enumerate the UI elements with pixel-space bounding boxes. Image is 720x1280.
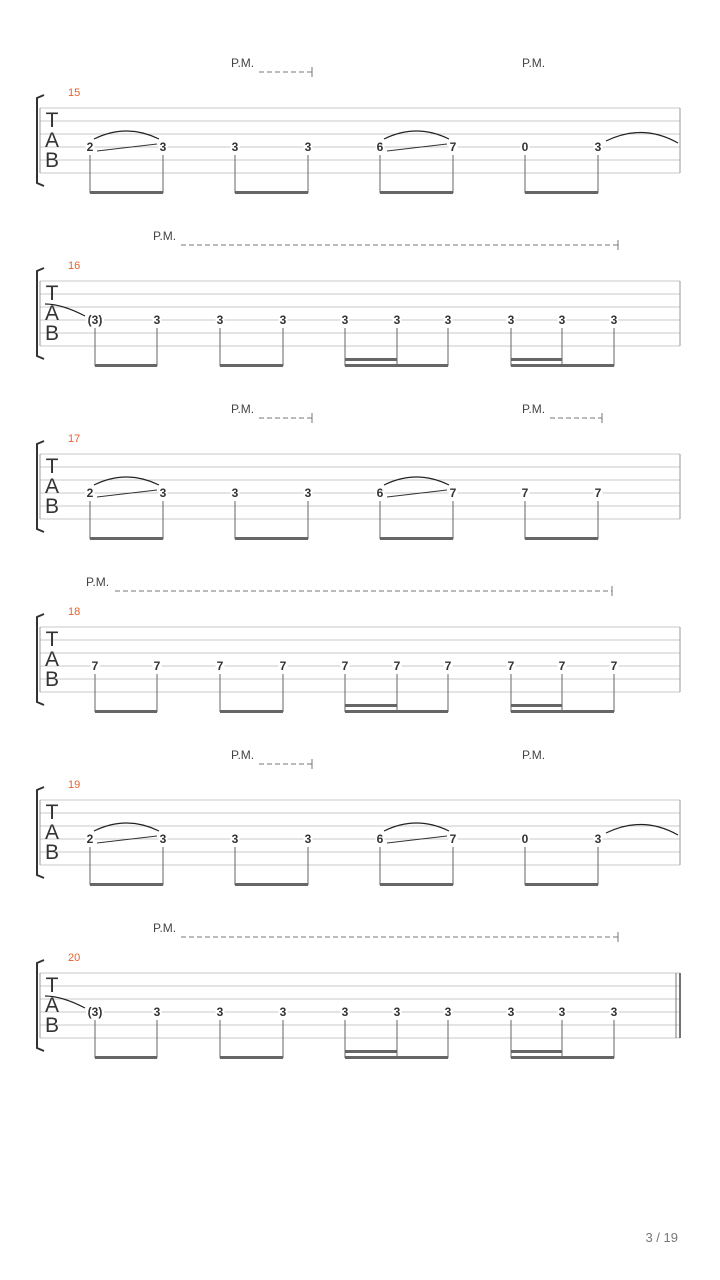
- measure-number: 18: [68, 606, 81, 618]
- system-19: [37, 748, 680, 886]
- fret-number: 3: [393, 313, 401, 327]
- fret-number: 3: [304, 832, 312, 846]
- beam: [380, 883, 453, 886]
- tab-letter-a: A: [44, 129, 60, 152]
- slur: [94, 823, 159, 831]
- beam: [380, 537, 453, 540]
- measure-number: 19: [68, 779, 81, 791]
- palm-mute-label: P.M.: [522, 402, 546, 416]
- palm-mute-label: P.M.: [153, 921, 177, 935]
- beam: [525, 537, 598, 540]
- fret-number: 3: [558, 313, 566, 327]
- fret-number: 3: [341, 1005, 349, 1019]
- slur: [94, 131, 159, 139]
- slur: [384, 823, 449, 831]
- beam: [95, 710, 157, 713]
- sixteenth-beam: [511, 704, 562, 707]
- fret-number: 7: [449, 140, 457, 154]
- fret-number: 3: [558, 1005, 566, 1019]
- fret-number: 3: [279, 313, 287, 327]
- fret-number: 3: [610, 313, 618, 327]
- fret-number: 7: [216, 659, 224, 673]
- slur: [384, 131, 449, 139]
- sixteenth-beam: [511, 1050, 562, 1053]
- fret-number: (3): [87, 313, 103, 327]
- fret-number: 3: [231, 486, 239, 500]
- system-15: [37, 56, 680, 194]
- system-16: [37, 229, 680, 367]
- fret-number: 3: [594, 140, 602, 154]
- measure-number: 17: [68, 433, 81, 445]
- tab-letter-b: B: [44, 495, 60, 518]
- fret-number: 6: [376, 486, 384, 500]
- fret-number: 3: [279, 1005, 287, 1019]
- beam: [95, 1056, 157, 1059]
- fret-number: 3: [159, 832, 167, 846]
- beam: [525, 191, 598, 194]
- fret-number: 2: [86, 486, 94, 500]
- beam: [380, 191, 453, 194]
- fret-number: 7: [393, 659, 401, 673]
- tab-letter-b: B: [44, 1014, 60, 1037]
- tab-letter-b: B: [44, 149, 60, 172]
- sixteenth-beam: [345, 358, 397, 361]
- fret-number: 3: [216, 313, 224, 327]
- beam: [235, 537, 308, 540]
- fret-number: 6: [376, 832, 384, 846]
- fret-number: 7: [449, 486, 457, 500]
- fret-number: 3: [216, 1005, 224, 1019]
- tab-letter-a: A: [44, 302, 60, 325]
- measure-number: 20: [68, 952, 81, 964]
- fret-number: 6: [376, 140, 384, 154]
- beam: [525, 883, 598, 886]
- beam: [90, 537, 163, 540]
- fret-number: 3: [159, 140, 167, 154]
- fret-number: 3: [444, 313, 452, 327]
- system-18: [37, 575, 680, 713]
- fret-number: 7: [521, 486, 529, 500]
- beam: [90, 191, 163, 194]
- fret-number: 3: [507, 313, 515, 327]
- beam: [345, 1056, 448, 1059]
- fret-number: 7: [594, 486, 602, 500]
- fret-number: 3: [610, 1005, 618, 1019]
- beam: [511, 1056, 614, 1059]
- palm-mute-label: P.M.: [522, 56, 546, 70]
- fret-number: 3: [304, 140, 312, 154]
- tab-letter-t: T: [45, 974, 59, 997]
- fret-number: 3: [341, 313, 349, 327]
- sixteenth-beam: [345, 1050, 397, 1053]
- tab-letter-t: T: [45, 109, 59, 132]
- fret-number: 7: [558, 659, 566, 673]
- beam: [235, 883, 308, 886]
- fret-number: 0: [521, 140, 529, 154]
- sixteenth-beam: [511, 358, 562, 361]
- palm-mute-label: P.M.: [231, 56, 255, 70]
- fret-number: (3): [87, 1005, 103, 1019]
- beam: [220, 710, 283, 713]
- palm-mute-label: P.M.: [231, 402, 255, 416]
- fret-number: 7: [153, 659, 161, 673]
- fret-number: 7: [91, 659, 99, 673]
- beam: [511, 710, 614, 713]
- slur: [384, 477, 449, 485]
- palm-mute-label: P.M.: [522, 748, 546, 762]
- system-20: [37, 921, 680, 1059]
- fret-number: 0: [521, 832, 529, 846]
- fret-number: 2: [86, 832, 94, 846]
- tab-letter-a: A: [44, 821, 60, 844]
- fret-number: 2: [86, 140, 94, 154]
- measure-number: 15: [68, 87, 81, 99]
- tab-letter-a: A: [44, 994, 60, 1017]
- beam: [220, 364, 283, 367]
- tab-letter-a: A: [44, 648, 60, 671]
- fret-number: 3: [231, 832, 239, 846]
- beam: [345, 364, 448, 367]
- fret-number: 3: [153, 313, 161, 327]
- tab-letter-b: B: [44, 668, 60, 691]
- palm-mute-label: P.M.: [153, 229, 177, 243]
- tab-letter-b: B: [44, 841, 60, 864]
- tab-letter-t: T: [45, 455, 59, 478]
- fret-number: 3: [594, 832, 602, 846]
- tab-letter-t: T: [45, 628, 59, 651]
- fret-number: 3: [231, 140, 239, 154]
- beam: [90, 883, 163, 886]
- fret-number: 7: [610, 659, 618, 673]
- fret-number: 3: [393, 1005, 401, 1019]
- fret-number: 7: [279, 659, 287, 673]
- fret-number: 7: [341, 659, 349, 673]
- beam: [220, 1056, 283, 1059]
- tab-letter-t: T: [45, 282, 59, 305]
- system-17: [37, 402, 680, 540]
- palm-mute-label: P.M.: [231, 748, 255, 762]
- measure-number: 16: [68, 260, 81, 272]
- beam: [235, 191, 308, 194]
- slur: [94, 477, 159, 485]
- tab-letter-t: T: [45, 801, 59, 824]
- beam: [511, 364, 614, 367]
- fret-number: 3: [507, 1005, 515, 1019]
- fret-number: 3: [444, 1005, 452, 1019]
- fret-number: 7: [449, 832, 457, 846]
- page-number: 3 / 19: [645, 1230, 678, 1245]
- sixteenth-beam: [345, 704, 397, 707]
- fret-number: 7: [507, 659, 515, 673]
- fret-number: 3: [153, 1005, 161, 1019]
- tab-letter-a: A: [44, 475, 60, 498]
- fret-number: 3: [304, 486, 312, 500]
- fret-number: 7: [444, 659, 452, 673]
- beam: [345, 710, 448, 713]
- beam: [95, 364, 157, 367]
- fret-number: 3: [159, 486, 167, 500]
- palm-mute-label: P.M.: [86, 575, 110, 589]
- tab-letter-b: B: [44, 322, 60, 345]
